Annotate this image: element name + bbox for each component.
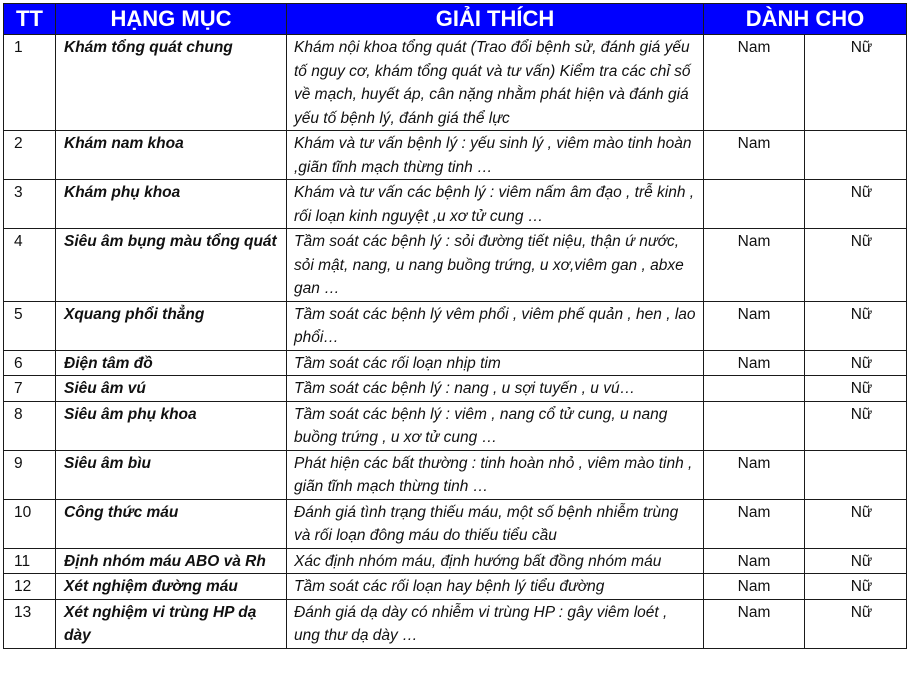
item-description-cell: Đánh giá dạ dày có nhiễm vi trùng HP : gây viêm loét , ung thư dạ dày …: [287, 599, 704, 648]
item-name-cell: Khám nam khoa: [56, 131, 287, 180]
for-female-cell: Nữ: [805, 350, 907, 376]
for-female-cell: Nữ: [805, 376, 907, 402]
item-description-cell: Tầm soát các rối loạn hay bệnh lý tiểu đường: [287, 574, 704, 600]
for-male-cell: Nam: [704, 450, 805, 499]
row-number-cell: 9: [4, 450, 56, 499]
for-female-cell: [805, 131, 907, 180]
for-female-cell: Nữ: [805, 301, 907, 350]
for-male-cell: [704, 401, 805, 450]
for-female-cell: Nữ: [805, 599, 907, 648]
header-hang-muc: HẠNG MỤC: [56, 4, 287, 35]
for-female-cell: Nữ: [805, 229, 907, 302]
table-row: [4, 548, 907, 574]
for-male-cell: Nam: [704, 350, 805, 376]
row-number-cell: 3: [4, 180, 56, 229]
for-male-cell: Nam: [704, 35, 805, 131]
for-male-cell: [704, 376, 805, 402]
for-male-cell: Nam: [704, 229, 805, 302]
item-name-cell: Định nhóm máu ABO và Rh: [56, 548, 287, 574]
table-row: [4, 301, 907, 350]
table-row: [4, 450, 907, 499]
item-description-cell: Tầm soát các bệnh lý : sỏi đường tiết niệu, thận ứ nước, sỏi mật, nang, u nang buồng trứng, u xơ,viêm gan , abxe gan …: [287, 229, 704, 302]
item-description-cell: Phát hiện các bất thường : tinh hoàn nhỏ , viêm mào tinh , giãn tĩnh mạch thừng tinh …: [287, 450, 704, 499]
row-number-cell: 5: [4, 301, 56, 350]
item-description-cell: Tầm soát các bệnh lý : viêm , nang cổ tử cung, u nang buồng trứng , u xơ tử cung …: [287, 401, 704, 450]
row-number-cell: 8: [4, 401, 56, 450]
for-male-cell: Nam: [704, 599, 805, 648]
item-name-cell: Xét nghiệm đường máu: [56, 574, 287, 600]
for-female-cell: Nữ: [805, 401, 907, 450]
row-number-cell: 2: [4, 131, 56, 180]
table-row: [4, 229, 907, 302]
for-female-cell: [805, 450, 907, 499]
for-female-cell: Nữ: [805, 574, 907, 600]
item-description-cell: Tầm soát các bệnh lý vêm phổi , viêm phế quản , hen , lao phổi…: [287, 301, 704, 350]
table-row: [4, 350, 907, 376]
item-description-cell: Tầm soát các bệnh lý : nang , u sợi tuyến , u vú…: [287, 376, 704, 402]
item-name-cell: Khám phụ khoa: [56, 180, 287, 229]
item-name-cell: Xét nghiệm vi trùng HP dạ dày: [56, 599, 287, 648]
item-description-cell: Tầm soát các rối loạn nhịp tim: [287, 350, 704, 376]
header-tt: TT: [4, 4, 56, 35]
table-row: [4, 180, 907, 229]
table-row: [4, 35, 907, 131]
for-female-cell: Nữ: [805, 180, 907, 229]
row-number-cell: 7: [4, 376, 56, 402]
row-number-cell: 13: [4, 599, 56, 648]
for-male-cell: Nam: [704, 301, 805, 350]
for-female-cell: Nữ: [805, 548, 907, 574]
item-description-cell: Khám và tư vấn các bệnh lý : viêm nấm âm đạo , trễ kinh , rối loạn kinh nguyệt ,u xơ tử cung …: [287, 180, 704, 229]
row-number-cell: 12: [4, 574, 56, 600]
table-header: [4, 4, 907, 35]
row-number-cell: 10: [4, 499, 56, 548]
row-number-cell: 4: [4, 229, 56, 302]
table-row: [4, 499, 907, 548]
item-name-cell: Siêu âm vú: [56, 376, 287, 402]
row-number-cell: 6: [4, 350, 56, 376]
item-name-cell: Siêu âm bụng màu tổng quát: [56, 229, 287, 302]
for-male-cell: Nam: [704, 131, 805, 180]
table-row: [4, 599, 907, 648]
item-name-cell: Khám tổng quát chung: [56, 35, 287, 131]
for-male-cell: Nam: [704, 499, 805, 548]
for-male-cell: Nam: [704, 574, 805, 600]
item-name-cell: Siêu âm phụ khoa: [56, 401, 287, 450]
for-male-cell: Nam: [704, 548, 805, 574]
item-description-cell: Khám và tư vấn bệnh lý : yếu sinh lý , viêm mào tinh hoàn ,giãn tĩnh mạch thừng tinh …: [287, 131, 704, 180]
table-row: [4, 401, 907, 450]
item-description-cell: Khám nội khoa tổng quát (Trao đổi bệnh sử, đánh giá yếu tố nguy cơ, khám tổng quát và tư vấn) Kiểm tra các chỉ số về mạch, huyết áp, cân nặng nhằm phát hiện và đánh giá yếu tố bệnh lý, đánh giá thể lực: [287, 35, 704, 131]
table-row: [4, 131, 907, 180]
item-description-cell: Xác định nhóm máu, định hướng bất đồng nhóm máu: [287, 548, 704, 574]
for-female-cell: Nữ: [805, 35, 907, 131]
item-name-cell: Xquang phổi thẳng: [56, 301, 287, 350]
table-row: [4, 574, 907, 600]
row-number-cell: 1: [4, 35, 56, 131]
for-female-cell: Nữ: [805, 499, 907, 548]
row-number-cell: 11: [4, 548, 56, 574]
checkup-table: [3, 3, 907, 649]
item-name-cell: Điện tâm đồ: [56, 350, 287, 376]
for-male-cell: [704, 180, 805, 229]
item-name-cell: Công thức máu: [56, 499, 287, 548]
header-danh-cho: DÀNH CHO: [704, 4, 907, 35]
header-giai-thich: GIẢI THÍCH: [287, 4, 704, 35]
item-name-cell: Siêu âm bìu: [56, 450, 287, 499]
table-body: [4, 35, 907, 649]
item-description-cell: Đánh giá tình trạng thiếu máu, một số bệnh nhiễm trùng và rối loạn đông máu do thiếu tiểu cầu: [287, 499, 704, 548]
table-row: [4, 376, 907, 402]
